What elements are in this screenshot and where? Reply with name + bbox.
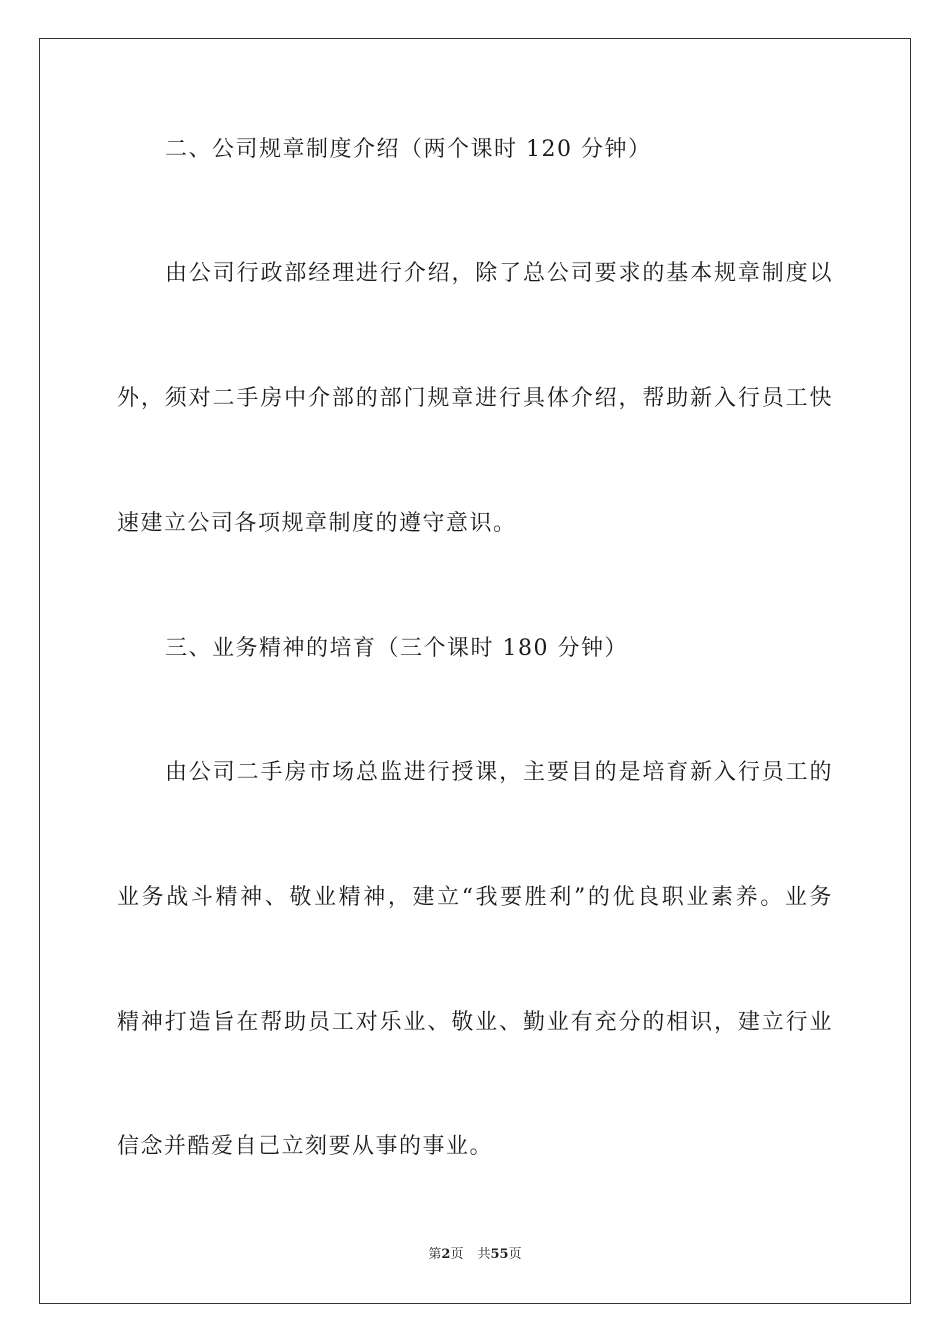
page-frame (39, 38, 911, 1304)
paragraph-line: 精神打造旨在帮助员工对乐业、敬业、勤业有充分的相识，建立行业 (117, 1010, 833, 1035)
paragraph-line: 信念并酷爱自己立刻要从事的事业。 (117, 1134, 494, 1159)
section-heading-3: 三、业务精神的培育（三个课时 180 分钟） (165, 636, 628, 661)
paragraph-line: 业务战斗精神、敬业精神，建立“我要胜利”的优良职业素养。业务 (117, 885, 833, 910)
paragraph-line: 速建立公司各项规章制度的遵守意识。 (117, 511, 517, 536)
paragraph-line: 由公司二手房市场总监进行授课，主要目的是培育新入行员工的 (165, 760, 833, 785)
page-prefix: 第 (428, 1247, 442, 1262)
section-heading-2: 二、公司规章制度介绍（两个课时 120 分钟） (165, 137, 652, 162)
total-suffix: 页 (508, 1247, 522, 1262)
paragraph-line: 外，须对二手房中介部的部门规章进行具体介绍，帮助新入行员工快 (117, 386, 833, 411)
page-suffix: 页 (450, 1247, 464, 1262)
total-prefix: 共 (477, 1247, 491, 1262)
paragraph-line: 由公司行政部经理进行介绍，除了总公司要求的基本规章制度以 (165, 261, 833, 286)
page-number: 2 (441, 1247, 451, 1262)
total-pages: 55 (490, 1247, 509, 1262)
page-footer (0, 1246, 950, 1264)
